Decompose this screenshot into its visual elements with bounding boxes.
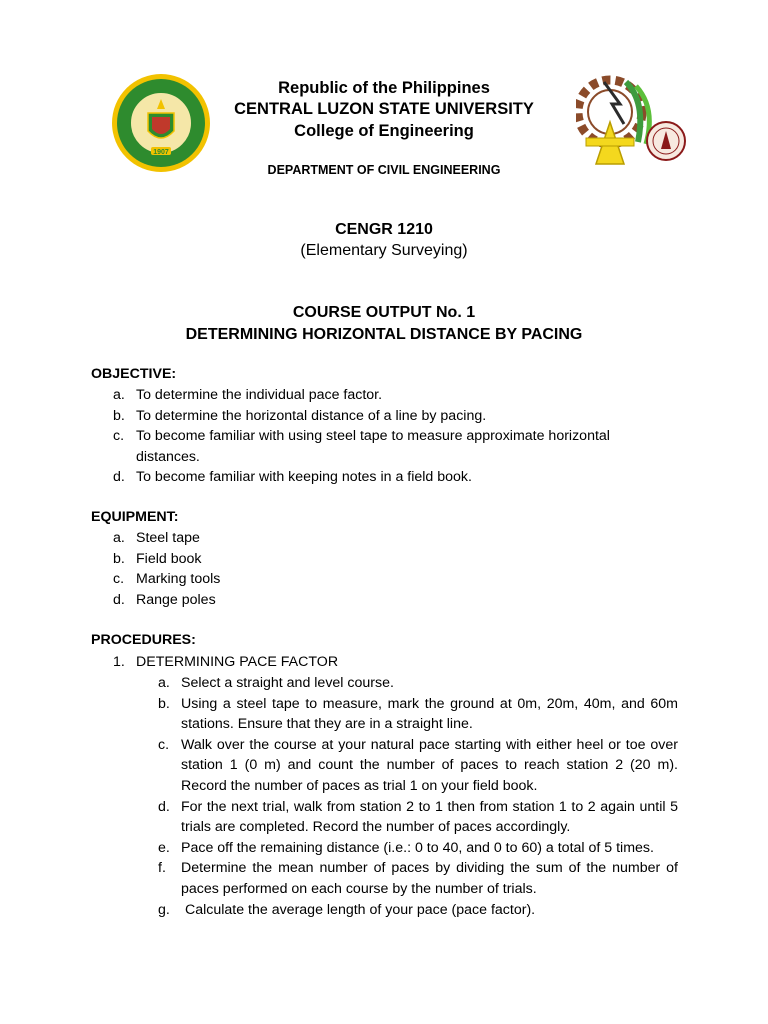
- header-republic: Republic of the Philippines: [278, 79, 490, 97]
- list-marker: e.: [158, 839, 170, 856]
- list-marker: c.: [113, 428, 125, 445]
- list-item: [158, 673, 678, 694]
- list-item-text: Field book: [136, 550, 202, 567]
- list-item-text: To determine the individual pace factor.: [136, 387, 383, 403]
- header-department: DEPARTMENT OF CIVIL ENGINEERING: [267, 163, 501, 177]
- header-university: CENTRAL LUZON STATE UNIVERSITY: [234, 100, 534, 118]
- list-item-text: For the next trial, walk from station 2 to 1 then from station 1 to 2 again until 5 trials are completed. Record the number of paces accordingly.: [181, 798, 678, 836]
- objective-heading: OBJECTIVE:: [91, 366, 177, 382]
- course-code: CENGR 1210: [335, 221, 433, 238]
- equipment-list: [113, 528, 413, 610]
- list-marker: c.: [158, 736, 170, 753]
- list-item-text: Range poles: [136, 591, 216, 608]
- course-name: (Elementary Surveying): [300, 242, 468, 259]
- list-item-text: Calculate the average length of your pace (pace factor).: [181, 901, 536, 918]
- list-item-text: To become familiar with using steel tape to measure approximate horizontal distances.: [136, 428, 610, 465]
- list-item: [158, 694, 678, 735]
- svg-text:1907: 1907: [153, 149, 169, 156]
- list-item-text: Pace off the remaining distance (i.e.: 0 to 40, and 0 to 60) a total of 5 times.: [181, 839, 654, 856]
- list-item-text: To determine the horizontal distance of a line by pacing.: [136, 407, 487, 424]
- list-item: [158, 735, 678, 797]
- procedure-step-1: [113, 652, 338, 673]
- list-item-text: Determine the mean number of paces by dividing the sum of the number of paces performed on each course by the number of trials.: [181, 860, 678, 897]
- list-marker: b.: [113, 407, 125, 424]
- list-marker: a.: [158, 675, 170, 691]
- list-marker: d.: [113, 591, 125, 608]
- list-marker: f.: [158, 860, 166, 877]
- list-item-text: Using a steel tape to measure, mark the ground at 0m, 20m, 40m, and 60m stations. Ensure that they are in a straight line.: [181, 695, 678, 733]
- list-item-text: Walk over the course at your natural pace starting with either heel or toe over station 1 (0 m) and count the number of paces to reach station 2 (20 m). Record the number of paces as trial 1 on your field book.: [181, 736, 678, 794]
- list-item: [113, 549, 413, 570]
- output-subtitle: DETERMINING HORIZONTAL DISTANCE BY PACING: [185, 326, 583, 343]
- output-title: COURSE OUTPUT No. 1: [292, 304, 476, 321]
- list-marker: d.: [113, 469, 125, 486]
- procedures-heading: PROCEDURES:: [91, 632, 196, 648]
- list-item: [113, 528, 413, 549]
- list-item: [158, 900, 678, 921]
- list-item-text: Marking tools: [136, 571, 221, 588]
- list-item: [113, 569, 413, 590]
- header-college: College of Engineering: [294, 122, 474, 140]
- equipment-heading: EQUIPMENT:: [91, 509, 179, 525]
- objective-list: [113, 385, 673, 488]
- list-item-text: Steel tape: [136, 530, 200, 546]
- procedure-step-title: DETERMINING PACE FACTOR: [136, 654, 339, 670]
- list-item: [158, 838, 678, 859]
- list-marker: 1.: [113, 654, 125, 670]
- list-item: [158, 858, 678, 899]
- list-item: [158, 797, 678, 838]
- list-item: [113, 467, 673, 488]
- list-item: [113, 385, 673, 406]
- list-marker: g.: [158, 901, 170, 918]
- list-marker: b.: [113, 550, 125, 567]
- list-marker: c.: [113, 571, 125, 588]
- list-item-text: To become familiar with keeping notes in a field book.: [136, 469, 472, 486]
- procedure-substeps-list: [158, 673, 678, 920]
- list-item-text: Select a straight and level course.: [181, 675, 394, 691]
- list-marker: d.: [158, 798, 170, 815]
- list-item: [113, 590, 413, 611]
- list-item: [113, 426, 673, 467]
- list-marker: a.: [113, 387, 125, 403]
- list-item: [113, 406, 673, 427]
- list-marker: b.: [158, 695, 170, 712]
- list-marker: a.: [113, 530, 125, 546]
